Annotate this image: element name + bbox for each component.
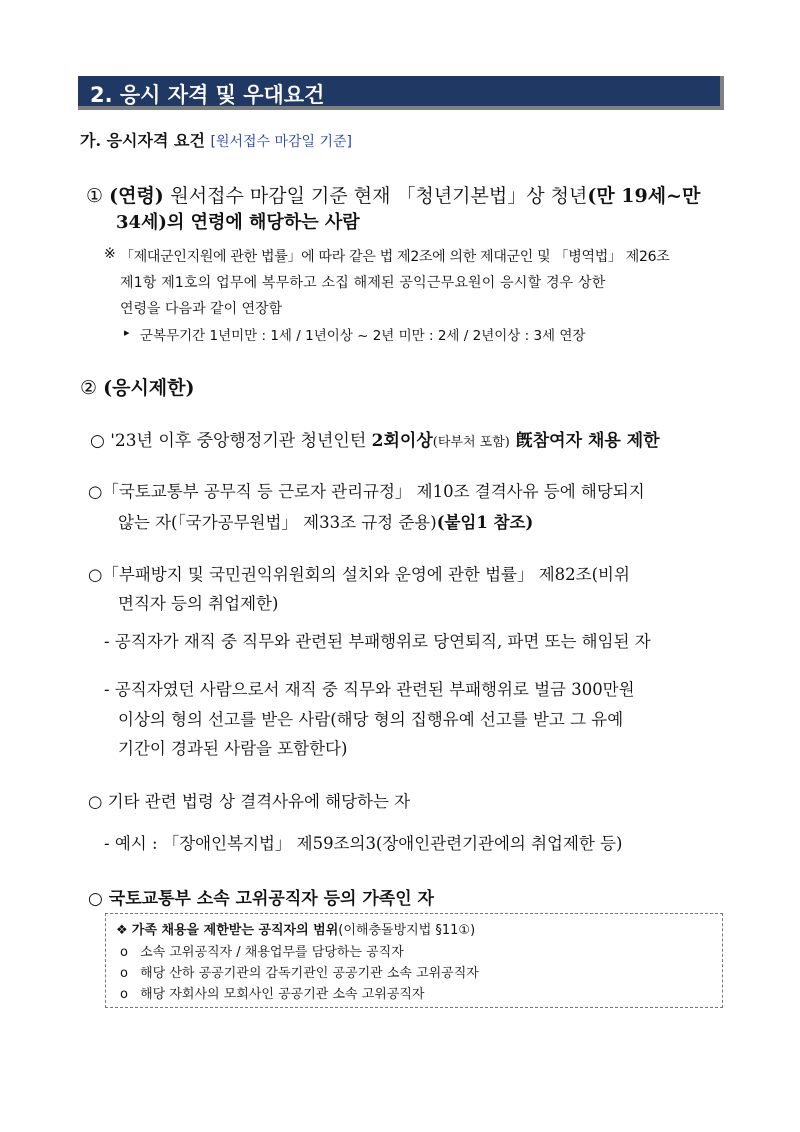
attachment-ref: (붙임1 참조) — [436, 513, 534, 532]
restriction-heading: ② (응시제한) — [80, 377, 195, 399]
military-note-line1: 「제대군인지원에 관한 법률」에 따라 같은 법 제2조에 의한 제대군인 및 「병역법」 제26조 — [120, 249, 670, 265]
item-number: ① — [86, 185, 104, 207]
disability-law-example: - 예시 : 「장애인복지법」 제59조의3(장애인관련기관에의 취업제한 등) — [104, 834, 623, 853]
anticorruption-law-line1: ○「부패방지 및 국민권익위원회의 설치와 운영에 관한 법률」 제82조(비위 — [88, 565, 630, 584]
military-extension: 군복무기간 1년미만 : 1세 / 1년이상 ~ 2년 미만 : 2세 / 2년이상 : 3세 연장 — [140, 328, 586, 344]
age-requirement-line2: 34세)의 연령에 해당하는 사람 — [116, 212, 360, 233]
intern-restriction: ○ '23년 이후 중앙행정기관 청년인턴 2회이상(타부처 포함) 旣참여자 채용 제한 — [90, 431, 660, 451]
diamond-icon: ❖ — [116, 923, 128, 938]
age-requirement: ① (연령) 원서접수 마감일 기준 현재 「청년기본법」상 청년(만 19세~만 — [86, 185, 701, 207]
anticorruption-law-line2: 면직자 등의 취업제한) — [118, 594, 279, 613]
fined-official-line2: 이상의 형의 선고를 받은 사람(해당 형의 집행유예 선고를 받고 그 유예 — [118, 710, 624, 729]
molit-rule-line1: ○「국토교통부 공무직 등 근로자 관리규정」 제10조 결격사유 등에 해당되지 — [88, 482, 645, 501]
military-note-line2: 제1항 제1호의 업무에 복무하고 소집 해제된 공익근무요원이 응시할 경우 상한 — [120, 275, 606, 291]
list-item: o 소속 고위공직자 / 채용업무를 담당하는 공직자 — [120, 945, 404, 960]
requirement-heading: 가. 응시자격 요건 [원서접수 마감일 기준] — [80, 131, 353, 150]
section-title-banner — [78, 76, 724, 110]
other-disqualification: ○ 기타 관련 법령 상 결격사유에 해당하는 자 — [88, 792, 411, 811]
deadline-note: [원서접수 마감일 기준] — [210, 134, 353, 150]
family-restriction: ○ 국토교통부 소속 고위공직자 등의 가족인 자 — [88, 889, 434, 909]
molit-rule-line2: 않는 자(「국가공무원법」 제33조 규정 준용)(붙임1 참조) — [118, 513, 534, 532]
list-item: o 해당 자회사의 모회사인 공공기관 소속 고위공직자 — [120, 987, 425, 1002]
family-scope-box — [105, 913, 723, 1008]
note-mark: ※ — [104, 246, 116, 262]
fined-official-line1: - 공직자였던 사람으로서 재직 중 직무와 관련된 부패행위로 벌금 300만원 — [104, 680, 635, 699]
item-number: ② — [80, 377, 98, 399]
list-item: o 해당 산하 공공기관의 감독기관인 공공기관 소속 고위공직자 — [120, 966, 479, 981]
military-note-line3: 연령을 다음과 같이 연장함 — [120, 301, 283, 317]
fined-official-line3: 기간이 경과된 사람을 포함한다) — [118, 739, 348, 758]
dismissed-official: - 공직자가 재직 중 직무와 관련된 부패행위로 당연퇴직, 파면 또는 해임된 자 — [104, 632, 651, 651]
bullet-icon: ▸ — [124, 326, 130, 339]
section-title: 2. 응시 자격 및 우대요건 — [90, 83, 325, 107]
family-scope-title: ❖ 가족 채용을 제한받는 공직자의 범위(이해충돌방지법 §11①) — [116, 923, 476, 938]
